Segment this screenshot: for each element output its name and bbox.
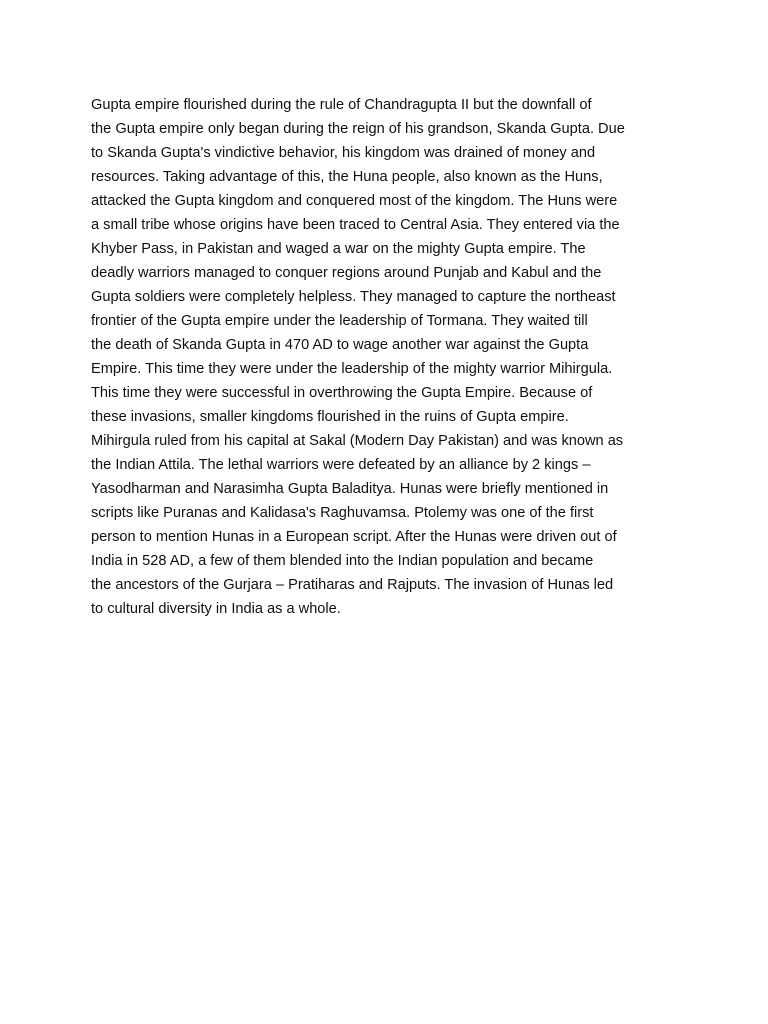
text-line: the ancestors of the Gurjara – Pratiharas and Rajputs. The invasion of Hunas led — [91, 577, 614, 593]
text-line: frontier of the Gupta empire under the leadership of Tormana. They waited till — [91, 313, 588, 329]
text-line: This time they were successful in overthrowing the Gupta Empire. Because of — [91, 385, 593, 401]
text-line: the Gupta empire only began during the reign of his grandson, Skanda Gupta. Due — [91, 121, 625, 137]
text-line: these invasions, smaller kingdoms flourished in the ruins of Gupta empire. — [91, 409, 569, 425]
text-line: Mihirgula ruled from his capital at Sakal (Modern Day Pakistan) and was known as — [91, 433, 624, 449]
text-line: Gupta soldiers were completely helpless. They managed to capture the northeast — [91, 289, 616, 305]
text-line: the death of Skanda Gupta in 470 AD to wage another war against the Gupta — [91, 337, 589, 353]
text-line: deadly warriors managed to conquer regions around Punjab and Kabul and the — [91, 265, 602, 281]
text-line: Khyber Pass, in Pakistan and waged a war on the mighty Gupta empire. The — [91, 241, 586, 257]
text-line: to Skanda Gupta's vindictive behavior, his kingdom was drained of money and — [91, 145, 596, 161]
text-line: Empire. This time they were under the leadership of the mighty warrior Mihirgula. — [91, 361, 613, 377]
text-line: person to mention Hunas in a European script. After the Hunas were driven out of — [91, 529, 617, 545]
text-line: Yasodharman and Narasimha Gupta Baladitya. Hunas were briefly mentioned in — [91, 481, 609, 497]
text-line: Gupta empire flourished during the rule of Chandragupta II but the downfall of — [91, 97, 592, 113]
text-line: India in 528 AD, a few of them blended into the Indian population and became — [91, 553, 594, 569]
text-line: scripts like Puranas and Kalidasa's Raghuvamsa. Ptolemy was one of the first — [91, 505, 594, 521]
text-line: to cultural diversity in India as a whole. — [91, 601, 341, 617]
text-line: the Indian Attila. The lethal warriors were defeated by an alliance by 2 kings – — [91, 457, 591, 473]
body-paragraph — [91, 93, 691, 621]
text-line: a small tribe whose origins have been traced to Central Asia. They entered via the — [91, 217, 620, 233]
text-line: attacked the Gupta kingdom and conquered most of the kingdom. The Huns were — [91, 193, 618, 209]
text-line: resources. Taking advantage of this, the Huna people, also known as the Huns, — [91, 169, 603, 185]
